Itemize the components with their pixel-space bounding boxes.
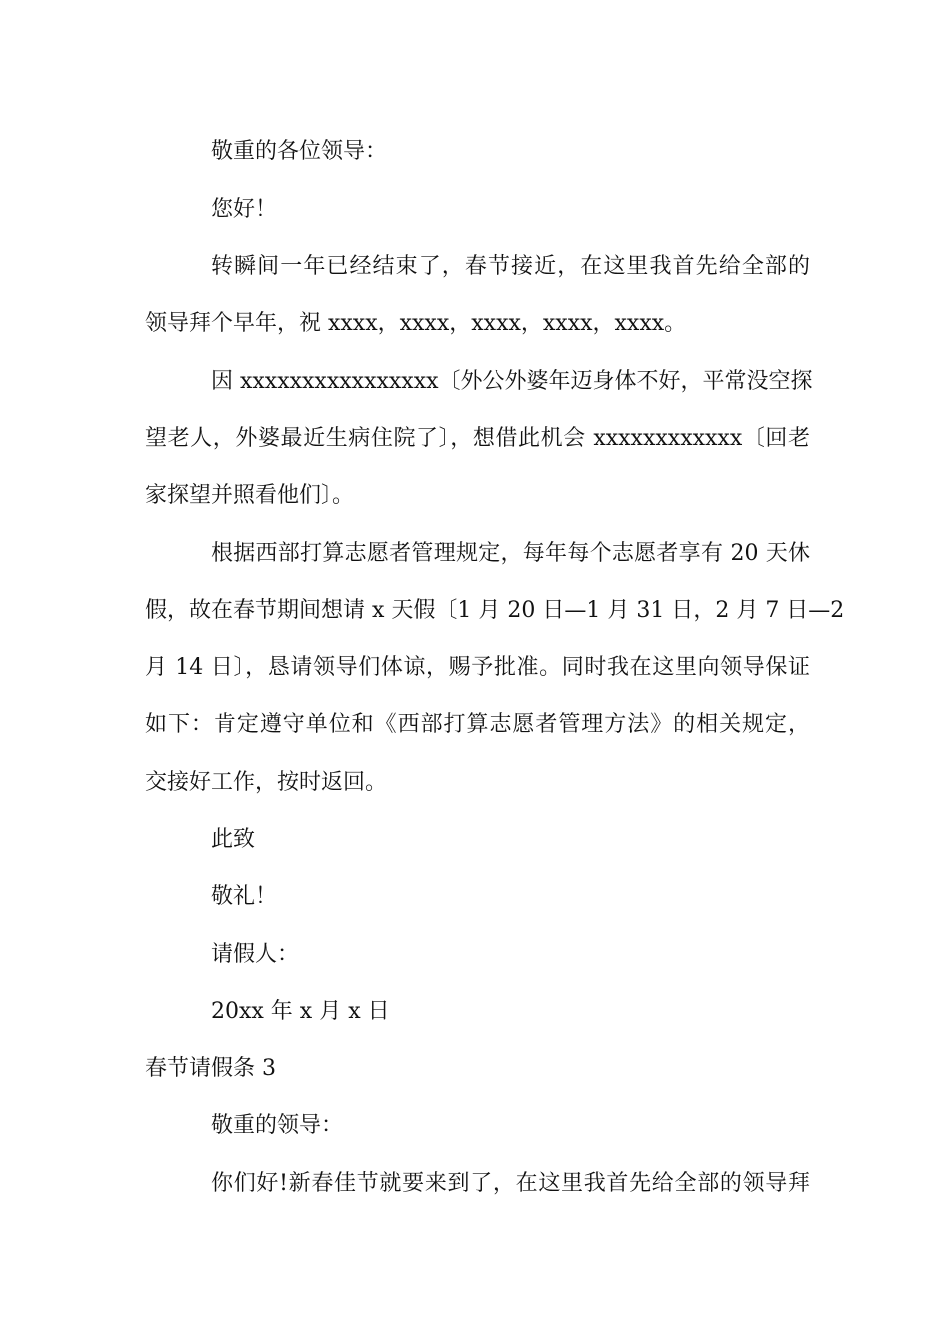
paragraph-line: 你们好!新春佳节就要来到了，在这里我首先给全部的领导拜: [211, 1171, 810, 1196]
paragraph-line: 如下：肯定遵守单位和《西部打算志愿者管理方法》的相关规定，: [145, 712, 810, 737]
paragraph-line: 假，故在春节期间想请 x 天假〔1 月 20 日—1 月 31 日，2 月 7 日—2: [145, 598, 845, 623]
paragraph-line: 家探望并照看他们〕。: [145, 483, 355, 508]
paragraph-line: 月 14 日〕，恳请领导们体谅，赐予批准。同时我在这里向领导保证: [145, 655, 810, 680]
section-heading: 春节请假条 3: [145, 1056, 276, 1081]
paragraph-line: 交接好工作，按时返回。: [145, 770, 388, 795]
paragraph-line: 因 xxxxxxxxxxxxxxxx〔外公外婆年迈身体不好，平常没空探: [211, 369, 813, 394]
date-line: 20xx 年 x 月 x 日: [211, 999, 390, 1024]
closing-salute: 敬礼！: [211, 884, 278, 909]
signature-label: 请假人：: [211, 942, 300, 967]
paragraph-line: 领导拜个早年，祝 xxxx，xxxx，xxxx，xxxx，xxxx。: [145, 311, 687, 336]
paragraph-line: 望老人，外婆最近生病住院了〕，想借此机会 xxxxxxxxxxxx〔回老: [145, 426, 810, 451]
greeting: 您好！: [211, 197, 278, 222]
salutation: 敬重的领导：: [211, 1113, 344, 1138]
salutation: 敬重的各位领导：: [211, 139, 388, 164]
closing-line: 此致: [211, 827, 256, 852]
paragraph-line: 转瞬间一年已经结束了，春节接近，在这里我首先给全部的: [211, 254, 810, 279]
paragraph-line: 根据西部打算志愿者管理规定，每年每个志愿者享有 20 天休: [211, 541, 810, 566]
